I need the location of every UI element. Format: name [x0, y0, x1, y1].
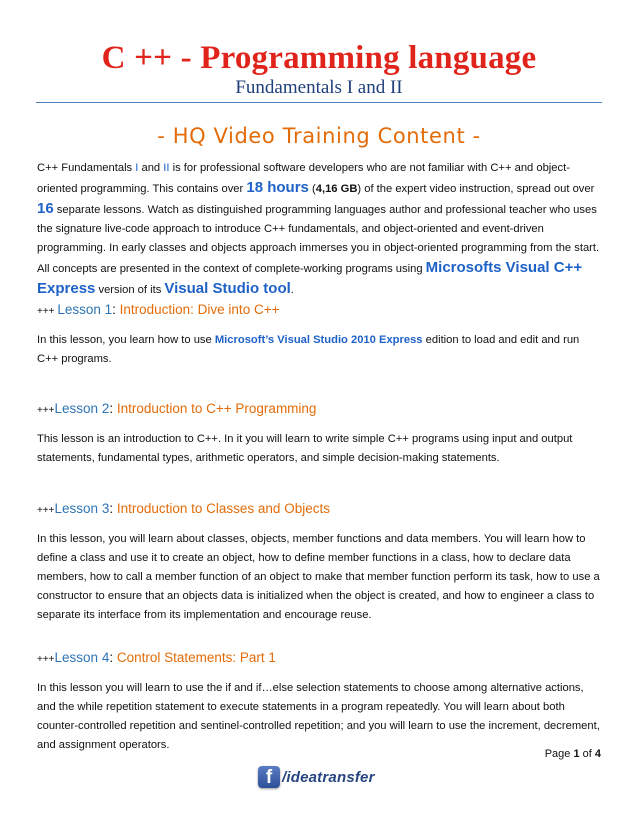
- lessons-count-highlight: 16: [37, 200, 54, 217]
- lesson-4-heading: +++Lesson 4: Control Statements: Part 1: [37, 650, 276, 665]
- tool-highlight: Visual Studio tool: [164, 280, 291, 297]
- facebook-icon[interactable]: f: [258, 766, 280, 788]
- lesson-3-description: In this lesson, you will learn about classes, objects, member functions and data members. You will learn how to define a class and use it to create an object, how to define member functions in a class, how to declare data members, how to call a member function of an object to make that member function perform its task, how to use a constructor to ensure that an objects data is initialized when the object is created, and how to engineer a class to separate its interface from its implementation and encourage reuse.: [37, 533, 600, 621]
- lesson-1-heading: +++ Lesson 1: Introduction: Dive into C++: [37, 302, 280, 317]
- lesson-2-heading: +++Lesson 2: Introduction to C++ Programming: [37, 401, 317, 416]
- page-title: C ++ - Programming language: [101, 40, 537, 76]
- title-divider: [36, 102, 602, 103]
- size-highlight: 4,16 GB: [315, 183, 358, 195]
- hours-highlight: 18 hours: [246, 179, 309, 196]
- facebook-handle[interactable]: /ideatransfer: [282, 768, 375, 786]
- training-banner: - HQ Video Training Content -: [157, 124, 481, 148]
- page-subtitle: Fundamentals I and II: [235, 77, 403, 98]
- lesson-1-description: In this lesson, you learn how to use Microsoft’s Visual Studio 2010 Express edition to load and edit and run C++ programs.: [37, 334, 580, 365]
- lesson-3-heading: +++Lesson 3: Introduction to Classes and Objects: [37, 501, 330, 516]
- product-highlight: Microsofts Visual C++ Express: [37, 259, 583, 297]
- lesson-4-description: In this lesson you will learn to use the if and if…else selection statements to choose among alternative actions, and the while repetition statement to execute statements in a program repeatedly. You will learn about both counter-controlled repetition and sentinel-controlled repetition; and you will learn to use the increment, decrement, and assignment operators.: [37, 682, 600, 751]
- page-number: Page 1 of 4: [544, 748, 601, 760]
- facebook-link[interactable]: [258, 764, 382, 790]
- lesson-2-description: This lesson is an introduction to C++. In it you will learn to write simple C++ programs using input and output statements, fundamental types, arithmetic operators, and simple decision-making statements.: [37, 433, 573, 464]
- visual-studio-express-link: Microsoft’s Visual Studio 2010 Express: [214, 334, 423, 346]
- intro-paragraph: C++ Fundamentals I and II is for professional software developers who are not familiar with C++ and object-oriented programming. This contains over 18 hours (4,16 GB) of the expert video instruction, spread out over 16 separate lessons. Watch as distinguished programming languages author and professional teacher who uses the signature live-code approach to introduce C++ fundamentals, and object-oriented and event-driven programming. In early classes and objects approach immerses you in object-oriented programming from the start. All concepts are presented in the context of complete-working programs using Microsofts Visual C++ Express version of its Visual Studio tool.: [37, 162, 600, 297]
